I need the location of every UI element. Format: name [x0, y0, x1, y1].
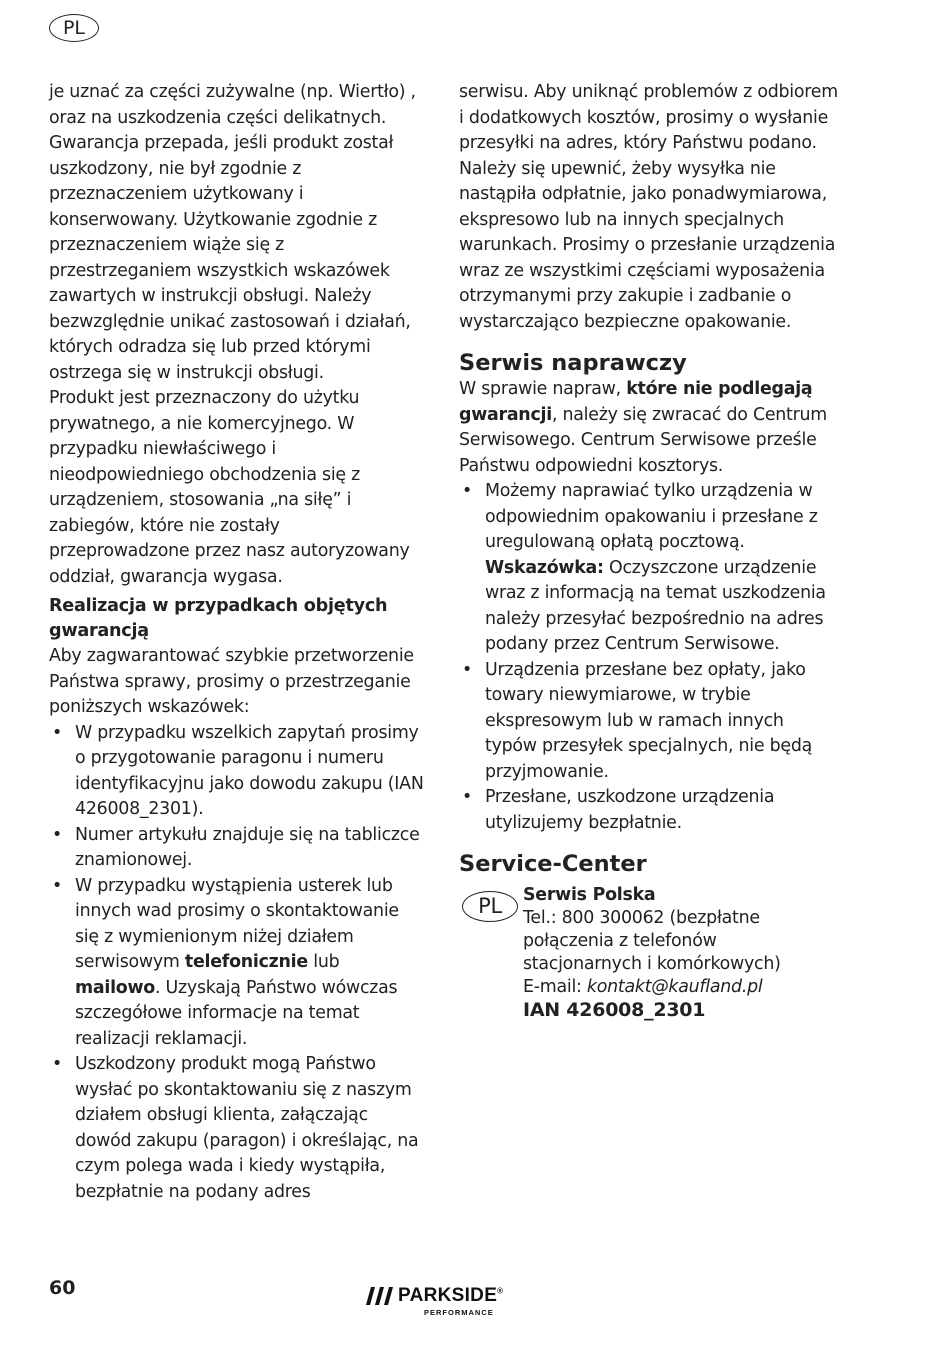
email-link[interactable]: kontakt@kaufland.pl [586, 977, 763, 997]
paragraph-claims-intro: Aby zagwarantować szybkie przetworzenie Państwa sprawy, prosimy o przestrzeganie poniższych wskazówek: [49, 646, 414, 717]
list-item-text: Przesłane, uszkodzone urządzenia utylizujemy bezpłatnie. [485, 787, 775, 833]
service-ian: IAN 426008_2301 [523, 999, 706, 1021]
list-item [459, 479, 839, 658]
list-item [49, 874, 424, 1053]
country-badge: PL [462, 891, 518, 922]
list-item [49, 721, 424, 823]
heading-service-center: Service-Center [459, 851, 647, 877]
page-number: 60 [49, 1277, 76, 1299]
paragraph-shipping-continuation: serwisu. Aby uniknąć problemów z odbiorem i dodatkowych kosztów, prosimy o wysłanie przesyłki na adres, który Państwu podano. Należy się upewnić, żeby wysyłka nie nastąpiła odpłatnie, jako ponadwymiarowa, ekspresowo lub na innych specjalnych warunkach. Prosimy o przesłanie urządzenia wraz ze wszystkimi częściami wyposażenia otrzymanymi przy zakupie i zadbanie o wystarczająco bezpieczne opakowanie. [459, 82, 838, 332]
left-column [49, 80, 424, 1205]
bullet-icon: • [52, 722, 63, 743]
parkside-logo [366, 1285, 516, 1321]
note-label: Wskazówka: [485, 557, 604, 578]
logo-slashes [366, 1287, 394, 1305]
list-item-text: lub [307, 952, 340, 972]
logo-wordmark: PARKSIDE® [398, 1285, 504, 1306]
service-phone: Tel.: 800 300062 (bezpłatne połączenia z telefonów stacjonarnych i komórkowych) [523, 908, 781, 974]
list-item-text: W przypadku wystąpienia usterek lub innych wad prosimy o skontaktowanie się z wymienionym niżej działem serwisowym [75, 875, 399, 972]
list-item [459, 658, 839, 786]
language-badge: PL [49, 14, 99, 42]
heading-repair-service: Serwis naprawczy [459, 350, 687, 376]
list-item-text: W przypadku wszelkich zapytań prosimy o przygotowanie paragonu i numeru identyfikacyjnu jako dowodu zakupu (IAN 426008_2301). [75, 722, 424, 819]
emphasis-not-covered: które nie podlegają gwarancji [459, 379, 813, 425]
list-item-text: Możemy naprawiać tylko urządzenia w odpowiednim opakowaniu i przesłane z uregulowaną opłatą pocztową. [485, 481, 818, 552]
bullet-icon: • [462, 659, 473, 680]
list-item-text: Urządzenia przesłane bez opłaty, jako towary niewymiarowe, w trybie ekspresowym lub w ramach innych typów przesyłek specjalnych, nie będą przyjmowanie. [485, 659, 813, 782]
repair-list [459, 479, 839, 836]
list-item [49, 1052, 424, 1205]
emphasis-phone: telefonicznie [184, 952, 308, 972]
paragraph-repair-intro: W sprawie napraw, które nie podlegają gwarancji, należy się zwracać do Centrum Serwisowego. Centrum Serwisowe prześle Państwu odpowiedni kosztorys. [459, 379, 827, 476]
bullet-icon: • [52, 1054, 63, 1074]
list-item-text: Uszkodzony produkt mogą Państwo wysłać po skontaktowaniu się z naszym działem obsługi klienta, załączając dowód zakupu (paragon) i określając, na czym polega wada i kiedy wystąpiła, bezpłatnie na podany adres [75, 1054, 419, 1202]
service-email: E-mail: kontakt@kaufland.pl [523, 977, 763, 997]
service-center-contact [459, 884, 839, 1022]
right-column [459, 80, 839, 1022]
logo-subtitle: PERFORMANCE [424, 1308, 494, 1317]
service-name: Serwis Polska [523, 885, 656, 905]
subheading-warranty-claims: Realizacja w przypadkach objętych gwarancją [49, 596, 388, 641]
bullet-icon: • [462, 481, 473, 501]
bullet-icon: • [462, 787, 473, 807]
list-item-text: . Uzyskają Państwo wówczas szczegółowe informacje na temat realizacji reklamacji. [75, 977, 398, 1049]
bullet-icon: • [52, 875, 63, 896]
claims-list [49, 721, 424, 1206]
emphasis-email: mailowo [75, 977, 155, 998]
paragraph-wear-parts: je uznać za części zużywalne (np. Wiertło) , oraz na uszkodzenia części delikatnych. [49, 82, 416, 128]
paragraph-warranty-void: Gwarancja przepada, jeśli produkt został uszkodzony, nie był zgodnie z przeznaczeniem użytkowany i konserwowany. Użytkowanie zgodnie z przeznaczeniem wiąże się z przestrzeganiem wszystkich wskazówek zawartych w instrukcji obsługi. Należy bezwzględnie unikać zastosowań i działań, których odradza się lub przed którymi ostrzega się w instrukcji obsługi. [49, 133, 411, 383]
list-item-text: Numer artykułu znajduje się na tabliczce znamionowej. [75, 824, 420, 870]
list-item [459, 785, 839, 836]
note-text: Oczyszczone urządzenie wraz z informacją na temat uszkodzenia należy przesyłać bezpośrednio na adres podany przez Centrum Serwisowe. [485, 557, 826, 654]
list-item [49, 823, 424, 874]
paragraph-private-use: Produkt jest przeznaczony do użytku prywatnego, a nie komercyjnego. W przypadku niewłaściwego i nieodpowiedniego obchodzenia się z urządzeniem, stosowania „na siłę” i zabiegów, które nie zostały przeprowadzone przez nasz autoryzowany oddział, gwarancja wygasa. [49, 388, 410, 587]
bullet-icon: • [52, 824, 63, 845]
